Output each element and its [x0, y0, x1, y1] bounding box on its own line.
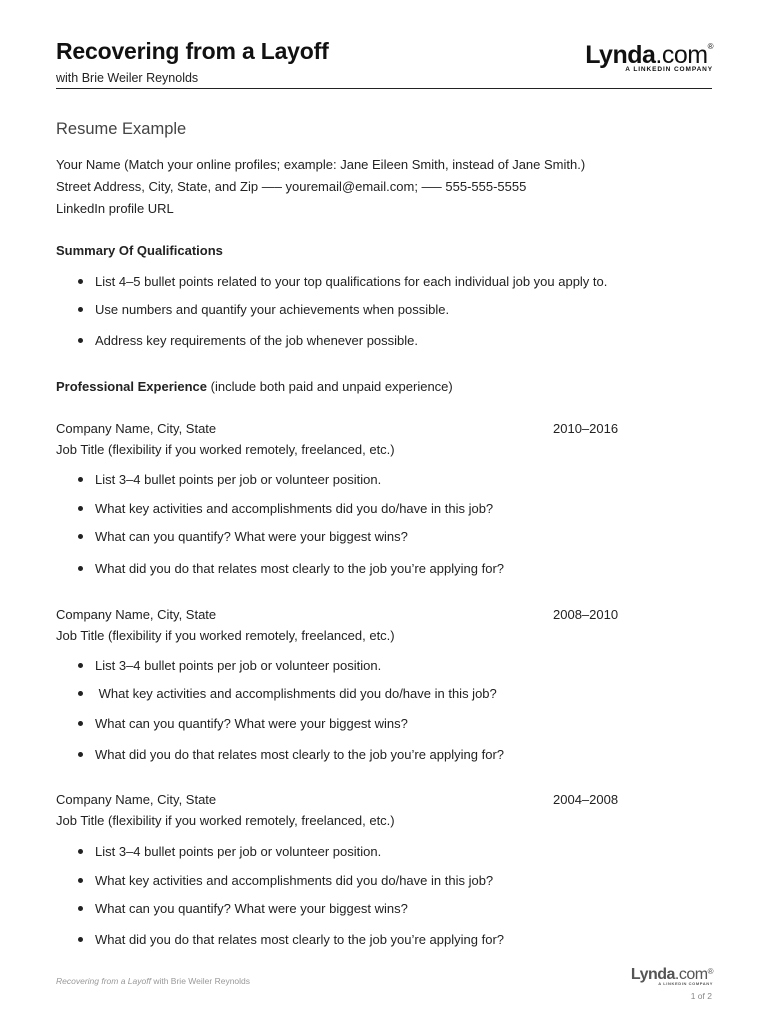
- bullet-icon: [78, 307, 83, 312]
- list-item: What key activities and accomplishments did you do/have in this job?: [78, 501, 476, 516]
- job-title: Job Title (flexibility if you worked remotely, freelanced, etc.): [56, 813, 395, 828]
- bullet-icon: [78, 534, 83, 539]
- bullet-icon: [78, 937, 83, 942]
- job-title: Job Title (flexibility if you worked remotely, freelanced, etc.): [56, 628, 395, 643]
- footer-text: Recovering from a Layoff with Brie Weiler Reynolds: [56, 976, 251, 986]
- list-item: Address key requirements of the job whenever possible.: [78, 333, 401, 348]
- contact-name: Your Name (Match your online profiles; example: Jane Eileen Smith, instead of Jane Smith.): [56, 157, 586, 172]
- bullet-icon: [78, 691, 83, 696]
- list-item: What can you quantify? What were your biggest wins?: [78, 716, 391, 731]
- lynda-logo: Lynda.com® A LINKEDIN COMPANY: [560, 41, 713, 73]
- list-item: List 4–5 bullet points related to your top qualifications for each individual job you apply to.: [78, 274, 590, 289]
- lynda-logo-footer: Lynda.com® A LINKEDIN COMPANY: [630, 966, 713, 986]
- bullet-icon: [78, 279, 83, 284]
- list-item: List 3–4 bullet points per job or volunteer position.: [78, 472, 364, 487]
- bullet-icon: [78, 906, 83, 911]
- job-dates: 2008–2010: [553, 607, 619, 622]
- job-dates: 2010–2016: [553, 421, 619, 436]
- bullet-icon: [78, 721, 83, 726]
- list-item: What key activities and accomplishments did you do/have in this job?: [78, 873, 476, 888]
- course-author: with Brie Weiler Reynolds: [56, 71, 199, 85]
- bullet-icon: [78, 752, 83, 757]
- job-company: Company Name, City, State: [56, 607, 217, 622]
- list-item: What key activities and accomplishments did you do/have in this job?: [78, 686, 480, 701]
- list-item: What did you do that relates most clearly to the job you’re applying for?: [78, 932, 487, 947]
- bullet-icon: [78, 506, 83, 511]
- course-title: Recovering from a Layoff: [56, 38, 329, 64]
- job-company: Company Name, City, State: [56, 421, 217, 436]
- bullet-icon: [78, 338, 83, 343]
- contact-linkedin: LinkedIn profile URL: [56, 201, 174, 216]
- job-title: Job Title (flexibility if you worked remotely, freelanced, etc.): [56, 442, 395, 457]
- contact-address: Street Address, City, State, and Zip —– youremail@email.com; —– 555-555-5555: [56, 179, 527, 194]
- bullet-icon: [78, 849, 83, 854]
- bullet-icon: [78, 663, 83, 668]
- list-item: What did you do that relates most clearly to the job you’re applying for?: [78, 561, 487, 576]
- logo-tagline: A LINKEDIN COMPANY: [625, 66, 713, 73]
- list-item: What can you quantify? What were your biggest wins?: [78, 529, 391, 544]
- list-item: List 3–4 bullet points per job or volunteer position.: [78, 658, 364, 673]
- bullet-icon: [78, 477, 83, 482]
- bullet-icon: [78, 878, 83, 883]
- header-divider: [56, 88, 712, 89]
- job-dates: 2004–2008: [553, 792, 619, 807]
- page-number: 1 of 2: [690, 991, 712, 1001]
- page-title: Resume Example: [56, 120, 187, 138]
- experience-heading: Professional Experience (include both paid and unpaid experience): [56, 379, 453, 394]
- summary-heading: Summary Of Qualifications: [56, 243, 223, 258]
- list-item: Use numbers and quantify your achievements when possible.: [78, 302, 432, 317]
- job-company: Company Name, City, State: [56, 792, 217, 807]
- list-item: List 3–4 bullet points per job or volunteer position.: [78, 844, 364, 859]
- list-item: What did you do that relates most clearly to the job you’re applying for?: [78, 747, 487, 762]
- list-item: What can you quantify? What were your biggest wins?: [78, 901, 391, 916]
- bullet-icon: [78, 566, 83, 571]
